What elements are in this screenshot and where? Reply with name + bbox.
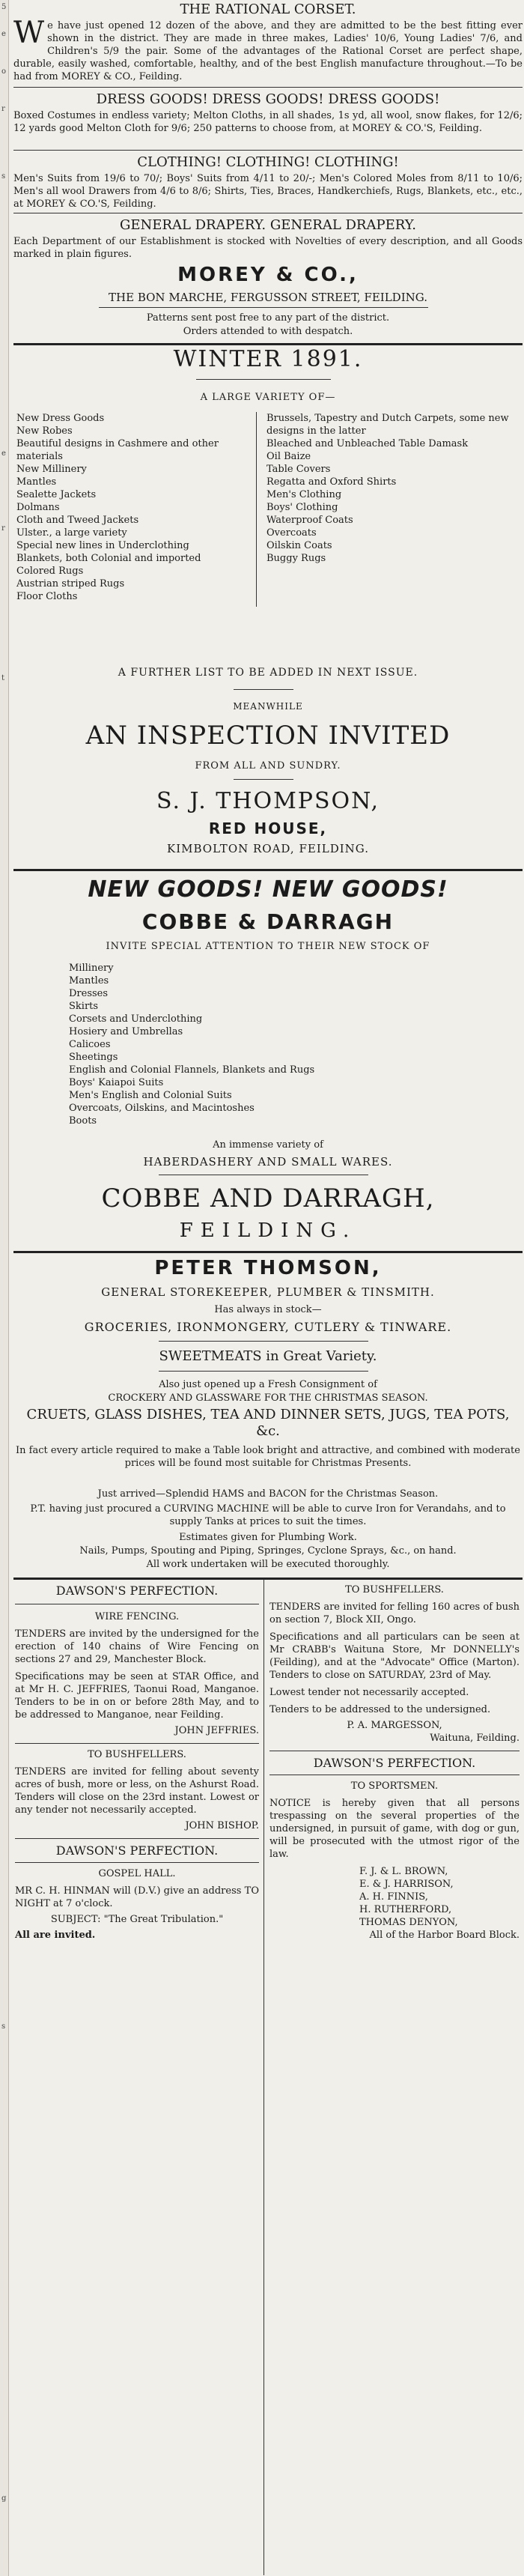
list-item: Overcoats, Oilskins, and Macintoshes — [69, 1103, 255, 1114]
bush-body: TENDERS are invited for felling about seventy acres of bush, more or less, on the Ashurst Road. Tenders will close on the 23rd instant. Lowest or any tender not necessarily accepted. — [15, 1766, 259, 1816]
cobbe-name2: COBBE AND DARRAGH, — [101, 1184, 435, 1213]
bush-body2: Specifications and all particulars can be seen at Mr CRABB's Waituna Store, Mr DONNELLY's (Feilding), and at the "Advocate" Office (Marton). Tenders to close on SATURDAY, 23rd of May. — [269, 1631, 520, 1681]
list-item: Table Covers — [266, 464, 331, 475]
list-item: Colored Rugs — [16, 566, 84, 577]
list-item: Boots — [69, 1115, 97, 1127]
gospel-subject: SUBJECT: "The Great Tribulation." — [50, 1914, 224, 1925]
section-rule — [13, 1251, 523, 1253]
winter-title: WINTER 1891. — [173, 346, 363, 372]
section-rule — [13, 1578, 523, 1580]
bush-signature: P. A. MARGESSON, — [347, 1720, 442, 1731]
list-item: Ulster., a large variety — [16, 527, 127, 539]
drapery-body: Each Department of our Establishment is stocked with Novelties of every description, and all Goods marked in plain figures. — [13, 236, 523, 260]
morey-note2: Orders attended to with despatch. — [183, 326, 353, 337]
divider — [234, 779, 293, 780]
section-rule — [13, 343, 523, 345]
list-item: Mantles — [16, 476, 57, 488]
sportsmen-names — [269, 1865, 520, 1929]
cobbe-town: FEILDING. — [179, 1219, 357, 1242]
cobbe-haber: HABERDASHERY AND SMALL WARES. — [143, 1155, 393, 1169]
list-item: Regatta and Oxford Shirts — [266, 476, 397, 488]
winter-left-list — [16, 412, 249, 603]
list-item: Oilskin Coats — [266, 540, 332, 551]
gutter-char: e — [1, 30, 6, 38]
list-item: New Millinery — [16, 464, 87, 475]
winter-inspection: AN INSPECTION INVITED — [85, 721, 451, 751]
winter-right-list — [266, 412, 517, 565]
column-divider — [256, 412, 257, 607]
gutter-char: s — [1, 172, 6, 181]
morey-note1: Patterns sent post free to any part of the district. — [146, 312, 390, 324]
gutter-char: g — [1, 2494, 7, 2503]
peter-opened: Also just opened up a Fresh Consignment of — [159, 1379, 377, 1390]
list-item: Brussels, Tapestry and Dutch Carpets, some new designs in the latter — [266, 413, 509, 437]
cobbe-immense: An immense variety of — [213, 1139, 323, 1151]
peter-sweet: SWEETMEATS in Great Variety. — [159, 1348, 377, 1364]
wire-title: WIRE FENCING. — [94, 1611, 180, 1622]
list-item: Sheetings — [69, 1052, 118, 1063]
gutter-char: s — [1, 2022, 6, 2031]
peter-crockery: CROCKERY AND GLASSWARE FOR THE CHRISTMAS SEASON. — [108, 1392, 428, 1404]
list-item: English and Colonial Flannels, Blankets and Rugs — [69, 1064, 315, 1076]
divider — [159, 1371, 368, 1372]
corset-body — [13, 16, 523, 83]
dawson-heading: DAWSON'S PERFECTION. — [55, 1843, 219, 1858]
list-item: Blankets, both Colonial and imported — [16, 553, 201, 564]
list-item: New Dress Goods — [16, 413, 105, 424]
dress-body: Boxed Costumes in endless variety; Melton Cloths, in all shades, 1s yd, all wool, snow flakes, for 12/6; 12 yards good Melton Cloth for 9/6; 250 patterns to choose from, at MOREY & CO.'S, Feilding. — [13, 110, 523, 134]
list-item: Men's Clothing — [266, 489, 342, 500]
winter-meanwhile: MEANWHILE — [233, 701, 303, 712]
column-divider — [263, 1579, 264, 2575]
peter-arrived: Just arrived—Splendid HAMS and BACON for the Christmas Season. — [97, 1488, 439, 1500]
gutter-char: 5 — [1, 3, 7, 11]
divider — [15, 1838, 259, 1839]
divider — [15, 1743, 259, 1744]
divider — [234, 689, 293, 690]
sportsmen-body: NOTICE is hereby given that all persons trespassing on the several properties of the undersigned, in pursuit of game, with dog or gun, will be prosecuted with the utmost rigor of the law. — [269, 1798, 520, 1860]
peter-work: All work undertaken will be executed thoroughly. — [146, 1559, 390, 1570]
thompson-house: RED HOUSE, — [208, 819, 328, 837]
clothing-body: Men's Suits from 19/6 to 70/; Boys' Suits from 4/11 to 20/-; Men's Colored Moles from 8/11 to 10/6; Men's all wool Drawers from 4/6 to 8/6; Shirts, Ties, Braces, Handkerchiefs, Rugs, Blankets, etc., etc., at MOREY & CO.'S, Feilding. — [13, 173, 523, 210]
signatory: A. H. FINNIS, — [359, 1891, 428, 1903]
bush-body: TENDERS are invited for felling 160 acres of bush on section 7, Block XII, Ongo. — [269, 1601, 520, 1625]
newspaper-page — [9, 0, 523, 2576]
cobbe-banner: NEW GOODS! NEW GOODS! — [88, 876, 448, 903]
list-item: Skirts — [69, 1001, 99, 1012]
thompson-name: S. J. THOMPSON, — [156, 788, 380, 814]
cobbe-items — [69, 962, 488, 1127]
bush-body3: Lowest tender not necessarily accepted. — [269, 1687, 469, 1698]
list-item: Buggy Rugs — [266, 553, 326, 564]
wire-body2: Specifications may be seen at STAR Office, and at Mr H. C. JEFFRIES, Taonui Road, Manganoe. Tenders to be in on or before 28th May, and to be addressed to Manganoe, near Feilding. — [15, 1671, 259, 1721]
gutter-char: r — [1, 524, 5, 533]
page-gutter — [0, 0, 9, 2576]
gutter-char: r — [1, 105, 5, 113]
section-rule — [13, 869, 523, 871]
list-item: Overcoats — [266, 527, 317, 539]
bush-body4: Tenders to be addressed to the undersigned. — [269, 1704, 491, 1715]
divider — [13, 150, 523, 151]
signatory: THOMAS DENYON, — [359, 1917, 458, 1928]
gutter-char: o — [1, 67, 7, 76]
bush-signature: JOHN BISHOP. — [185, 1820, 259, 1831]
sportsmen-title: TO SPORTSMEN. — [350, 1781, 439, 1792]
peter-always: Has always in stock— — [214, 1304, 322, 1315]
corset-title: THE RATIONAL CORSET. — [180, 1, 356, 17]
list-item: Boys' Clothing — [266, 502, 338, 513]
list-item: Corsets and Underclothing — [69, 1013, 203, 1025]
peter-nails: Nails, Pumps, Spouting and Piping, Springes, Cyclone Sprays, &c., on hand. — [79, 1545, 457, 1557]
gospel-invite: All are invited. — [15, 1930, 96, 1941]
morey-name: MOREY & CO., — [177, 264, 359, 286]
gospel-title: GOSPEL HALL. — [98, 1868, 176, 1879]
divider — [99, 307, 428, 308]
right-column — [269, 1584, 520, 1942]
bush-title: TO BUSHFELLERS. — [88, 1749, 186, 1760]
bush-title: TO BUSHFELLERS. — [345, 1584, 444, 1595]
gospel-body: MR C. H. HINMAN will (D.V.) give an address TO NIGHT at 7 o'clock. — [15, 1885, 259, 1909]
drop-cap: W — [13, 16, 45, 50]
winter-from: FROM ALL AND SUNDRY. — [195, 760, 341, 772]
signatory: E. & J. HARRISON, — [359, 1879, 454, 1890]
morey-address: THE BON MARCHE, FERGUSSON STREET, FEILDING. — [109, 291, 427, 304]
left-column — [15, 1584, 259, 1942]
list-item: New Robes — [16, 425, 73, 437]
thompson-road: KIMBOLTON ROAD, FEILDING. — [166, 842, 369, 855]
list-item: Men's English and Colonial Suits — [69, 1090, 232, 1101]
list-item: Sealette Jackets — [16, 489, 97, 500]
list-item: Cloth and Tweed Jackets — [16, 515, 139, 526]
bush-place: Waituna, Feilding. — [430, 1733, 520, 1744]
divider — [13, 87, 523, 88]
list-item: Oil Baize — [266, 451, 311, 462]
cobbe-invite: INVITE SPECIAL ATTENTION TO THEIR NEW STOCK OF — [106, 941, 430, 952]
peter-estimates: Estimates given for Plumbing Work. — [179, 1532, 357, 1543]
peter-groceries: GROCERIES, IRONMONGERY, CUTLERY & TINWARE. — [84, 1320, 452, 1334]
winter-further: A FURTHER LIST TO BE ADDED IN NEXT ISSUE. — [118, 667, 418, 679]
list-item: Calicoes — [69, 1039, 111, 1050]
list-item: Bleached and Unbleached Table Damask — [266, 438, 469, 449]
peter-cruets: CRUETS, GLASS DISHES, TEA AND DINNER SETS, JUGS, TEA POTS, &c. — [26, 1407, 510, 1439]
dawson-heading: DAWSON'S PERFECTION. — [313, 1756, 476, 1770]
divider — [15, 1862, 259, 1863]
drapery-title: GENERAL DRAPERY. GENERAL DRAPERY. — [119, 217, 417, 233]
peter-pt: P.T. having just procured a CURVING MACHINE will be able to curve Iron for Verandahs, and to supply Tanks at prices to suit the times. — [30, 1503, 506, 1527]
cobbe-name: COBBE & DARRAGH — [141, 909, 394, 934]
winter-subtitle: A LARGE VARIETY OF— — [200, 392, 336, 403]
list-item: Special new lines in Underclothing — [16, 540, 189, 551]
divider — [196, 379, 331, 380]
list-item: Beautiful designs in Cashmere and other materials — [16, 438, 219, 462]
dress-title: DRESS GOODS! DRESS GOODS! DRESS GOODS! — [96, 91, 440, 107]
gutter-char: e — [1, 449, 6, 458]
list-item: Waterproof Coats — [266, 515, 353, 526]
peter-trade: GENERAL STOREKEEPER, PLUMBER & TINSMITH. — [101, 1285, 435, 1299]
clothing-title: CLOTHING! CLOTHING! CLOTHING! — [137, 154, 399, 170]
sportsmen-harbor: All of the Harbor Board Block. — [369, 1930, 520, 1941]
list-item: Dresses — [69, 988, 109, 999]
signatory: F. J. & L. BROWN, — [359, 1866, 448, 1877]
corset-text: e have just opened 12 dozen of the above, and they are admitted to be the best fitting ever shown in the district. They are made in three makes, Ladies' 10/6, Young Ladies' 7/6, and Children's 5/9 the pair. Some of the advantages of the Rational Corset are perfect shape, durable, easily washed, comfortable, healthy, and of the best English manufacture throughout.—To be had from MOREY & CO., Feilding. — [13, 20, 523, 82]
divider — [159, 1341, 368, 1342]
signatory: H. RUTHERFORD, — [359, 1904, 452, 1915]
list-item: Mantles — [69, 975, 109, 987]
wire-signature: JOHN JEFFRIES. — [174, 1725, 259, 1736]
list-item: Austrian striped Rugs — [16, 578, 125, 590]
list-item: Floor Cloths — [16, 591, 78, 602]
list-item: Dolmans — [16, 502, 60, 513]
list-item: Boys' Kaiapoi Suits — [69, 1077, 164, 1088]
peter-fact: In fact every article required to make a Table look bright and attractive, and combined with moderate prices will be found most suitable for Christmas Presents. — [16, 1445, 520, 1469]
peter-name: PETER THOMSON, — [154, 1257, 382, 1279]
dawson-heading: DAWSON'S PERFECTION. — [55, 1584, 219, 1598]
list-item: Millinery — [69, 963, 114, 974]
list-item: Hosiery and Umbrellas — [69, 1026, 183, 1037]
wire-body: TENDERS are invited by the undersigned for the erection of 140 chains of Wire Fencing on sections 27 and 29, Manchester Block. — [15, 1628, 259, 1665]
gutter-char: t — [1, 674, 5, 682]
